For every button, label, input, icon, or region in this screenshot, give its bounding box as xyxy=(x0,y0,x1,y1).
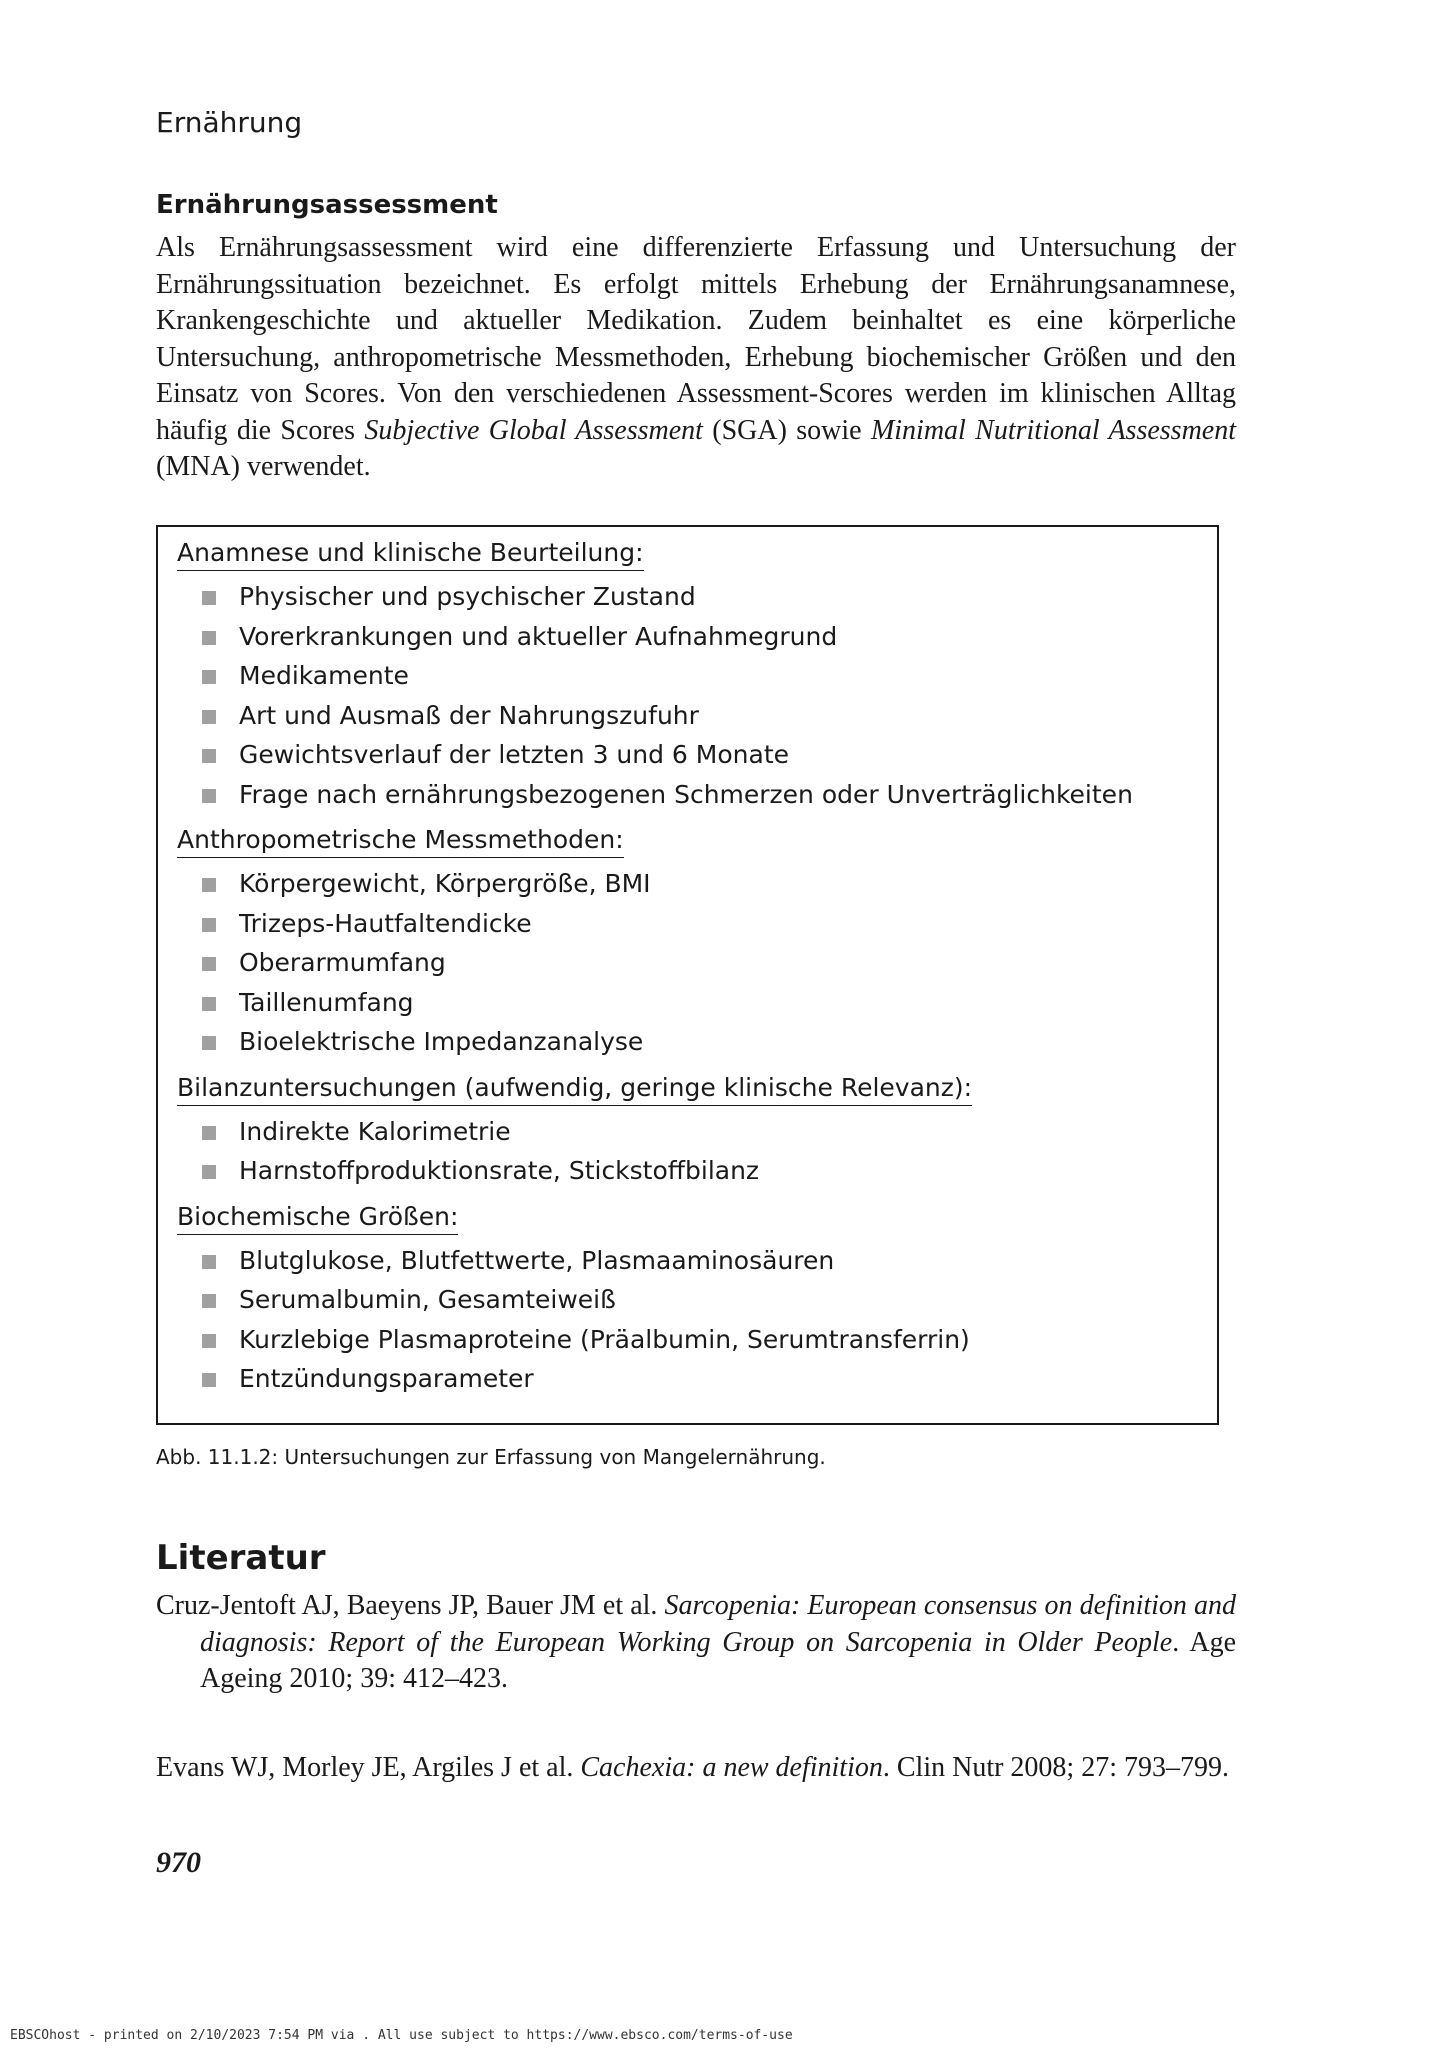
item-text: Gewichtsverlauf der letzten 3 und 6 Monate xyxy=(239,740,789,769)
group-title: Biochemische Größen: xyxy=(177,1201,458,1235)
item-text: Bioelektrische Impedanzanalyse xyxy=(239,1027,644,1056)
item-text: Kurzlebige Plasmaproteine (Präalbumin, Serumtransferrin) xyxy=(239,1324,970,1354)
print-footer: EBSCOhost - printed on 2/10/2023 7:54 PM via . All use subject to https://www.ebsco.com/terms-of-use xyxy=(10,2028,793,2043)
reference-title: Cachexia: a new definition xyxy=(580,1752,883,1783)
square-bullet-icon xyxy=(202,957,216,971)
reference-source: . Clin Nutr 2008; 27: 793–799. xyxy=(882,1752,1229,1783)
intro-italic-sga: Subjective Global Assessment xyxy=(364,414,703,446)
figure-caption: Abb. 11.1.2: Untersuchungen zur Erfassung von Mangelernährung. xyxy=(156,1445,826,1469)
assessment-group xyxy=(177,824,1207,1062)
group-title: Anthropometrische Messmethoden: xyxy=(177,824,624,858)
list-item xyxy=(177,577,1207,617)
reference-entry xyxy=(156,1750,1236,1787)
figure-box xyxy=(156,525,1219,1425)
intro-text-2: (SGA) sowie xyxy=(702,414,871,446)
item-text: Oberarmumfang xyxy=(239,948,446,977)
intro-paragraph xyxy=(156,230,1236,486)
square-bullet-icon xyxy=(202,878,216,892)
list-item xyxy=(177,1151,1207,1191)
square-bullet-icon xyxy=(202,631,216,645)
item-list xyxy=(177,1241,1207,1399)
list-item xyxy=(177,735,1207,775)
list-item xyxy=(177,1022,1207,1062)
item-text: Art und Ausmaß der Nahrungszufuhr xyxy=(239,700,699,730)
literature-heading: Literatur xyxy=(156,1538,326,1578)
square-bullet-icon xyxy=(202,918,216,932)
item-list xyxy=(177,1112,1207,1191)
group-title: Anamnese und klinische Beurteilung: xyxy=(177,537,644,571)
reference-source: . Age Ageing 2010; 39: 412–423. xyxy=(200,1626,1237,1694)
list-item xyxy=(177,864,1207,904)
reference-title: Sarcopenia: European consensus on definition and diagnosis: Report of the European Working Group on Sarcopenia in Older People xyxy=(200,1590,1236,1658)
list-item xyxy=(177,1359,1207,1399)
item-list xyxy=(177,864,1207,1062)
square-bullet-icon xyxy=(202,1294,216,1308)
reference-entry xyxy=(156,1588,1236,1698)
square-bullet-icon xyxy=(202,1126,216,1140)
square-bullet-icon xyxy=(202,591,216,605)
running-head: Ernährung xyxy=(156,106,303,139)
item-text: Serumalbumin, Gesamteiweiß xyxy=(239,1285,616,1314)
reference-authors: Cruz-Jentoft AJ, Baeyens JP, Bauer JM et al. xyxy=(156,1590,665,1621)
item-text: Indirekte Kalorimetrie xyxy=(239,1116,511,1146)
assessment-group xyxy=(177,537,1207,814)
item-text: Körpergewicht, Körpergröße, BMI xyxy=(239,869,651,898)
square-bullet-icon xyxy=(202,789,216,803)
item-text: Medikamente xyxy=(239,661,409,690)
list-item xyxy=(177,943,1207,983)
item-text: Physischer und psychischer Zustand xyxy=(239,582,696,611)
page-number: 970 xyxy=(156,1846,201,1879)
list-item xyxy=(177,1280,1207,1320)
section-heading: Ernährungsassessment xyxy=(156,190,498,220)
list-item xyxy=(177,775,1207,815)
item-text: Entzündungsparameter xyxy=(239,1364,534,1393)
square-bullet-icon xyxy=(202,710,216,724)
group-title: Bilanzuntersuchungen (aufwendig, geringe klinische Relevanz): xyxy=(177,1072,972,1106)
list-item xyxy=(177,696,1207,736)
square-bullet-icon xyxy=(202,1373,216,1387)
intro-text-3: (MNA) verwendet. xyxy=(156,451,371,482)
figure-content xyxy=(177,537,1207,1409)
square-bullet-icon xyxy=(202,1165,216,1179)
square-bullet-icon xyxy=(202,749,216,763)
square-bullet-icon xyxy=(202,1334,216,1348)
item-text: Trizeps-Hautfaltendicke xyxy=(239,908,532,938)
intro-text-1: Als Ernährungsassessment wird eine differenzierte Erfassung und Untersuchung der Ernährungssituation bezeichnet. Es erfolgt mittels Erhebung der Ernährungsanamnese, Krankengeschichte und aktueller Medikation. Zudem beinhaltet es eine körperliche Untersuchung, anthropometrische Messmethoden, Erhebung biochemischer Größen und den Einsatz von Scores. Von den verschiedenen Assessment-Scores werden im klinischen Alltag häufig die Scores xyxy=(156,232,1236,446)
list-item xyxy=(177,1241,1207,1281)
square-bullet-icon xyxy=(202,997,216,1011)
list-item xyxy=(177,1320,1207,1360)
list-item xyxy=(177,656,1207,696)
assessment-group xyxy=(177,1201,1207,1399)
square-bullet-icon xyxy=(202,670,216,684)
list-item xyxy=(177,617,1207,657)
list-item xyxy=(177,904,1207,944)
item-text: Blutglukose, Blutfettwerte, Plasmaaminosäuren xyxy=(239,1245,835,1275)
square-bullet-icon xyxy=(202,1255,216,1269)
item-text: Frage nach ernährungsbezogenen Schmerzen oder Unverträglichkeiten xyxy=(239,779,1133,809)
item-list xyxy=(177,577,1207,814)
item-text: Taillenumfang xyxy=(239,987,414,1017)
list-item xyxy=(177,1112,1207,1152)
list-item xyxy=(177,983,1207,1023)
square-bullet-icon xyxy=(202,1036,216,1050)
intro-italic-mna: Minimal Nutritional Assessment xyxy=(870,414,1236,446)
item-text: Vorerkrankungen und aktueller Aufnahmegrund xyxy=(239,621,838,651)
item-text: Harnstoffproduktionsrate, Stickstoffbilanz xyxy=(239,1156,760,1185)
reference-authors: Evans WJ, Morley JE, Argiles J et al. xyxy=(156,1752,581,1783)
assessment-group xyxy=(177,1072,1207,1191)
